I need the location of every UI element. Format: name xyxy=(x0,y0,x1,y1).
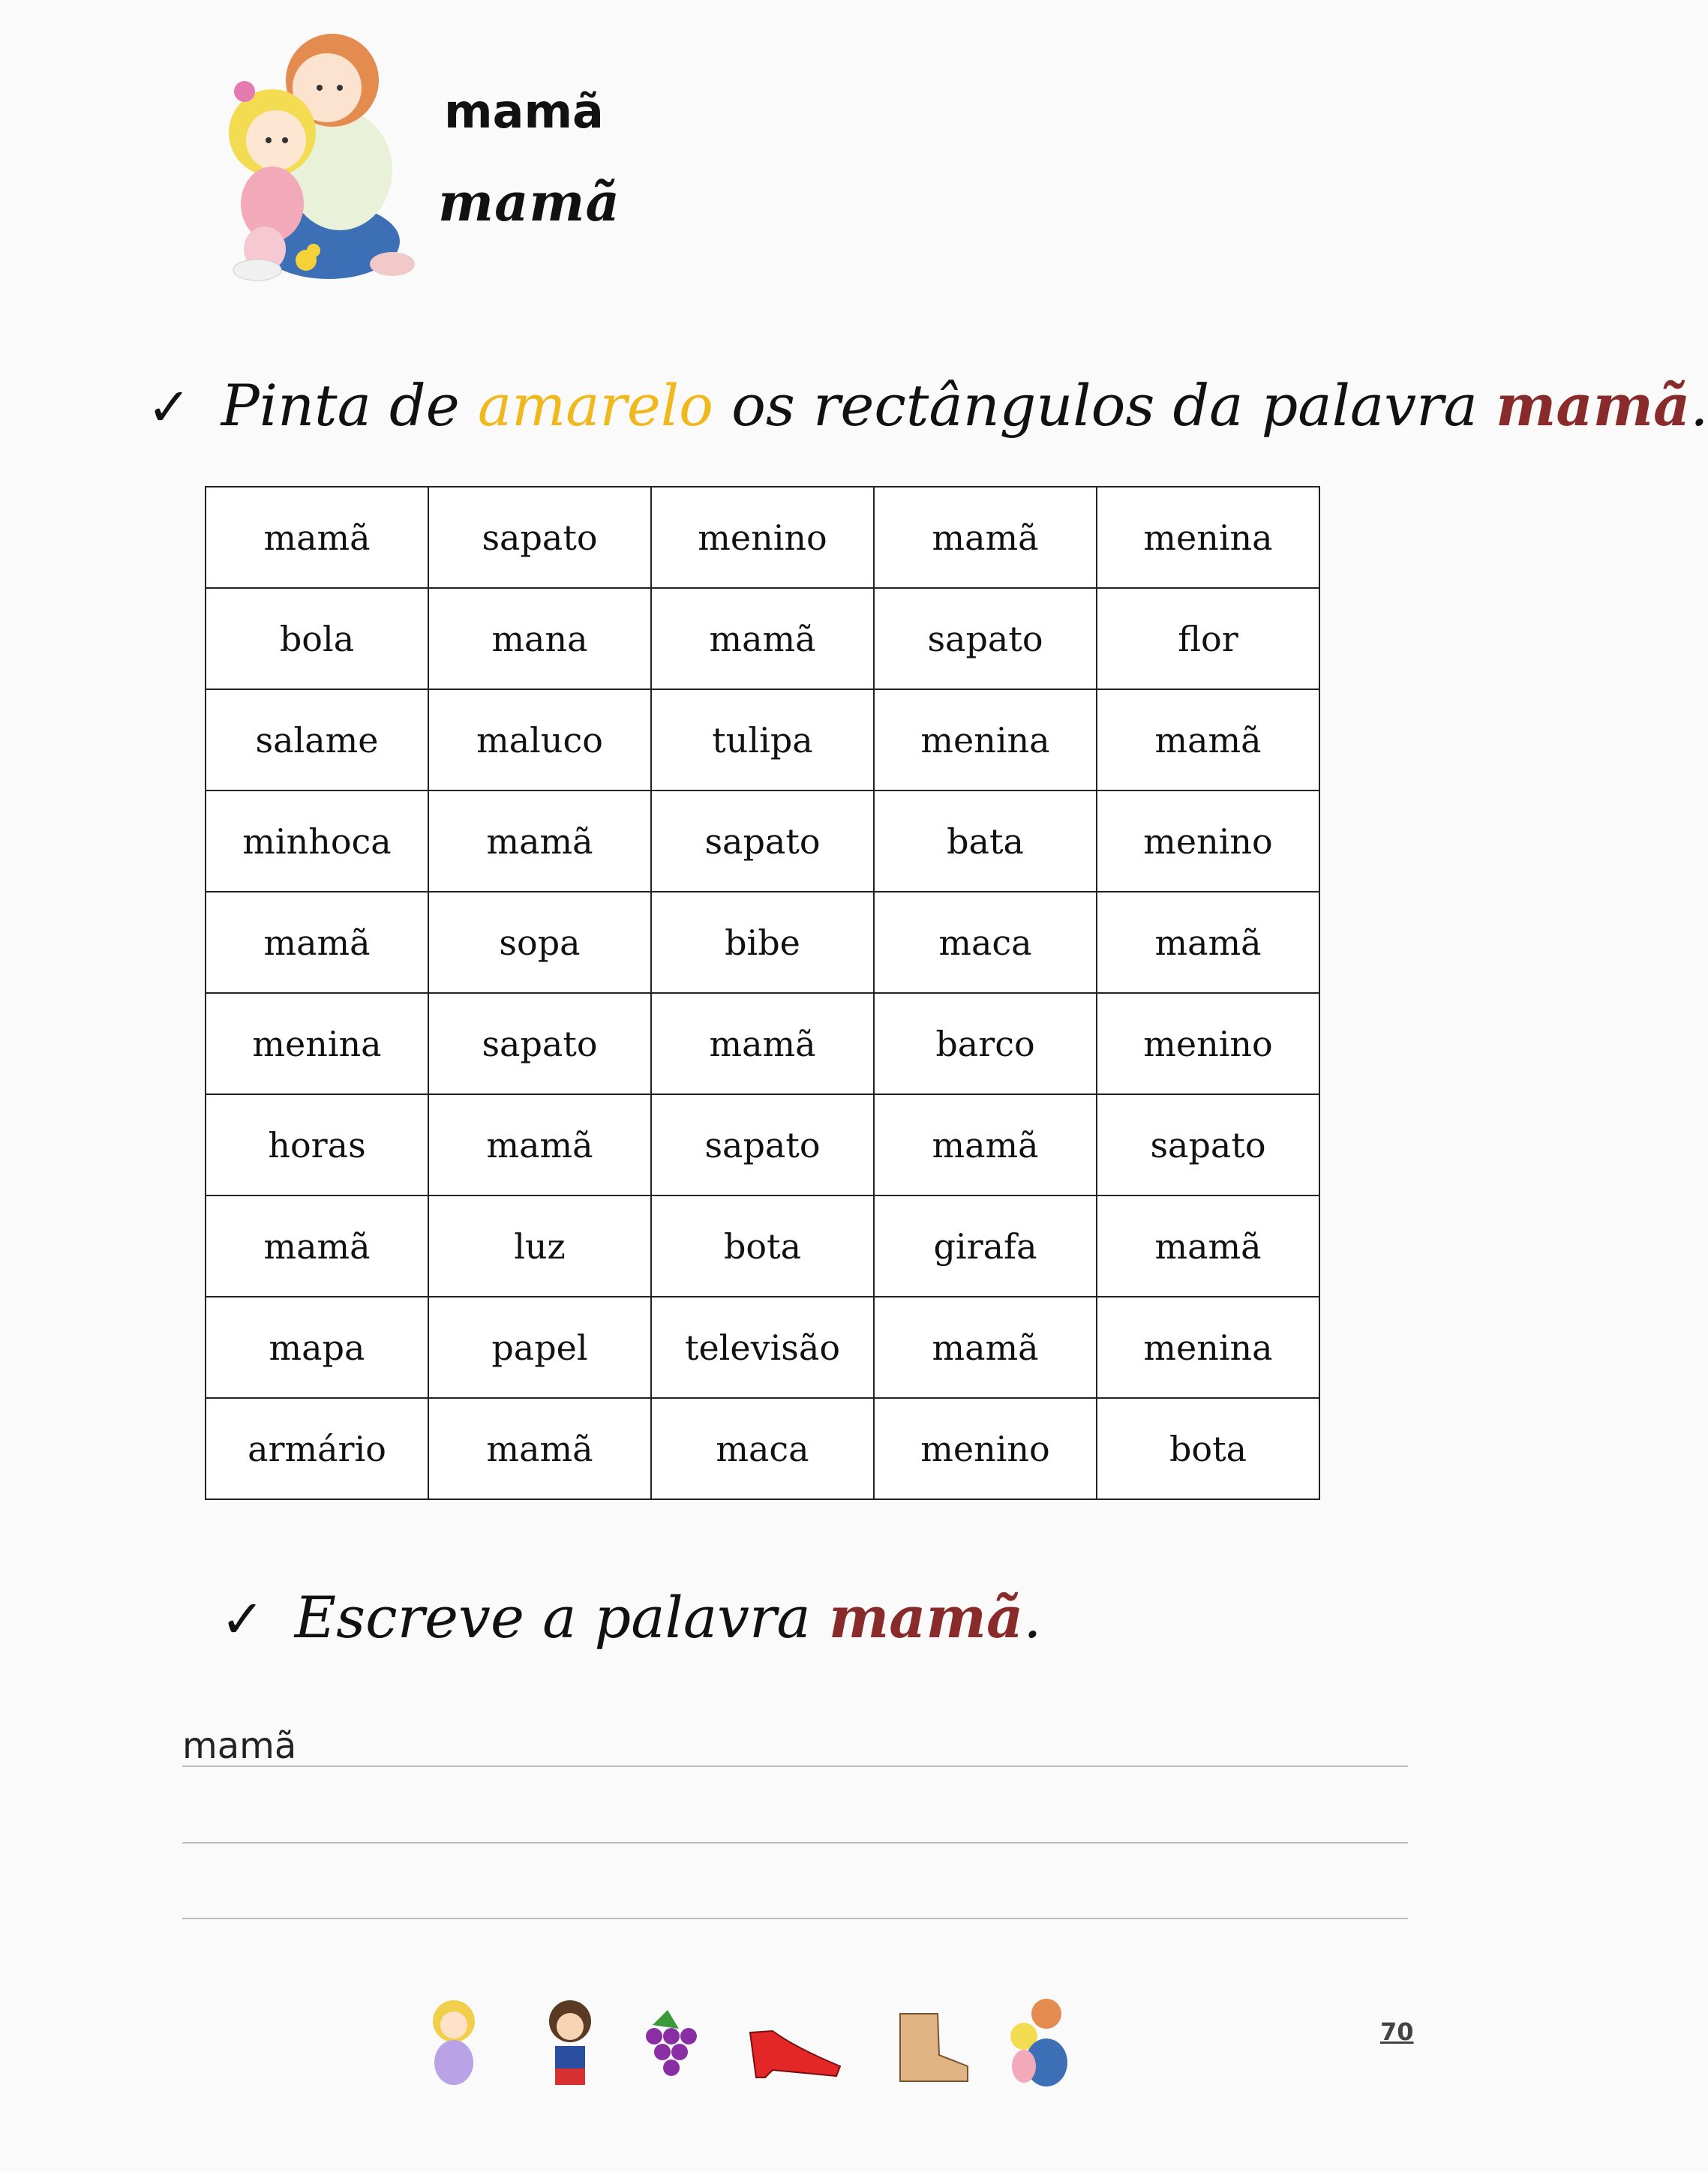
boot-icon xyxy=(900,2014,968,2081)
table-row xyxy=(206,993,1319,1094)
writing-line[interactable] xyxy=(182,1842,1408,1844)
word-cell[interactable]: mamã xyxy=(428,1094,651,1196)
table-row xyxy=(206,1094,1319,1196)
instruction-period: . xyxy=(1023,1584,1042,1651)
table-row xyxy=(206,1297,1319,1398)
grapes-icon xyxy=(646,2010,697,2076)
mother-child-icon xyxy=(1010,1999,1067,2086)
word-cell[interactable]: bibe xyxy=(651,892,874,993)
word-cell[interactable]: mamã xyxy=(428,790,651,892)
word-cell[interactable]: sapato xyxy=(874,588,1097,689)
checkmark-icon: ✓ xyxy=(147,376,191,438)
word-cell[interactable]: mamã xyxy=(651,588,874,689)
writing-line[interactable] xyxy=(182,1766,1408,1767)
instruction-color-word: amarelo xyxy=(477,372,713,439)
table-row xyxy=(206,1398,1319,1499)
table-row xyxy=(206,1196,1319,1297)
word-cell[interactable]: papel xyxy=(428,1297,651,1398)
word-cell[interactable]: mamã xyxy=(428,1398,651,1499)
instruction-paint xyxy=(147,372,1708,439)
boy-doll-icon xyxy=(549,2000,591,2085)
word-cell[interactable]: maca xyxy=(874,892,1097,993)
word-cell[interactable]: mamã xyxy=(874,487,1097,588)
word-cell[interactable]: sapato xyxy=(651,790,874,892)
word-cell[interactable]: luz xyxy=(428,1196,651,1297)
word-cell[interactable]: sapato xyxy=(428,993,651,1094)
word-cell[interactable]: menina xyxy=(1097,1297,1319,1398)
instruction-target-word: mamã xyxy=(828,1584,1024,1651)
word-cell[interactable]: mamã xyxy=(1097,892,1319,993)
word-cell[interactable]: mamã xyxy=(874,1297,1097,1398)
word-cell[interactable]: sopa xyxy=(428,892,651,993)
checkmark-icon: ✓ xyxy=(221,1588,265,1650)
word-cell[interactable]: sapato xyxy=(428,487,651,588)
word-cell[interactable]: barco xyxy=(874,993,1097,1094)
word-cell[interactable]: menina xyxy=(1097,487,1319,588)
word-cell[interactable]: televisão xyxy=(651,1297,874,1398)
word-cell[interactable]: maca xyxy=(651,1398,874,1499)
mother-hugging-child-illustration xyxy=(201,16,426,286)
word-cell[interactable]: menina xyxy=(206,993,428,1094)
table-row xyxy=(206,892,1319,993)
writing-example-word: mamã xyxy=(182,1725,297,1767)
table-row xyxy=(206,689,1319,790)
instruction-text: os rectângulos da palavra xyxy=(731,372,1478,439)
word-cell[interactable]: mamã xyxy=(206,487,428,588)
word-cell[interactable]: bola xyxy=(206,588,428,689)
word-cell[interactable]: girafa xyxy=(874,1196,1097,1297)
word-cell[interactable]: mamã xyxy=(651,993,874,1094)
word-cell[interactable]: menina xyxy=(874,689,1097,790)
word-cell[interactable]: mamã xyxy=(874,1094,1097,1196)
word-cell[interactable]: mamã xyxy=(1097,1196,1319,1297)
table-row xyxy=(206,588,1319,689)
instruction-target-word: mamã xyxy=(1495,372,1691,439)
word-cell[interactable]: maluco xyxy=(428,689,651,790)
word-cell[interactable]: mamã xyxy=(1097,689,1319,790)
word-cell[interactable]: horas xyxy=(206,1094,428,1196)
header-word-cursive: mamã xyxy=(438,171,620,233)
word-cell[interactable]: bota xyxy=(1097,1398,1319,1499)
page-number: 70 xyxy=(1380,2018,1414,2046)
header-word-print: mamã xyxy=(444,84,604,139)
instruction-text: Escreve a palavra xyxy=(294,1584,811,1651)
word-cell[interactable]: armário xyxy=(206,1398,428,1499)
word-cell[interactable]: sapato xyxy=(1097,1094,1319,1196)
table-row xyxy=(206,487,1319,588)
word-cell[interactable]: salame xyxy=(206,689,428,790)
footer-icon-row xyxy=(420,1995,1095,2092)
instruction-write xyxy=(221,1584,1041,1651)
word-cell[interactable]: menino xyxy=(1097,993,1319,1094)
word-grid-table xyxy=(205,486,1320,1500)
word-cell[interactable]: menino xyxy=(1097,790,1319,892)
red-shoe-icon xyxy=(750,2031,840,2078)
word-cell[interactable]: bota xyxy=(651,1196,874,1297)
word-cell[interactable]: minhoca xyxy=(206,790,428,892)
word-cell[interactable]: tulipa xyxy=(651,689,874,790)
word-cell[interactable]: mapa xyxy=(206,1297,428,1398)
instruction-text: Pinta de xyxy=(221,372,460,439)
writing-line[interactable] xyxy=(182,1918,1408,1919)
word-cell[interactable]: mamã xyxy=(206,892,428,993)
word-cell[interactable]: bata xyxy=(874,790,1097,892)
word-cell[interactable]: menino xyxy=(651,487,874,588)
girl-doll-icon xyxy=(433,2000,475,2085)
word-cell[interactable]: mamã xyxy=(206,1196,428,1297)
instruction-period: . xyxy=(1690,372,1708,439)
word-cell[interactable]: sapato xyxy=(651,1094,874,1196)
table-row xyxy=(206,790,1319,892)
word-cell[interactable]: mana xyxy=(428,588,651,689)
word-cell[interactable]: menino xyxy=(874,1398,1097,1499)
word-cell[interactable]: flor xyxy=(1097,588,1319,689)
